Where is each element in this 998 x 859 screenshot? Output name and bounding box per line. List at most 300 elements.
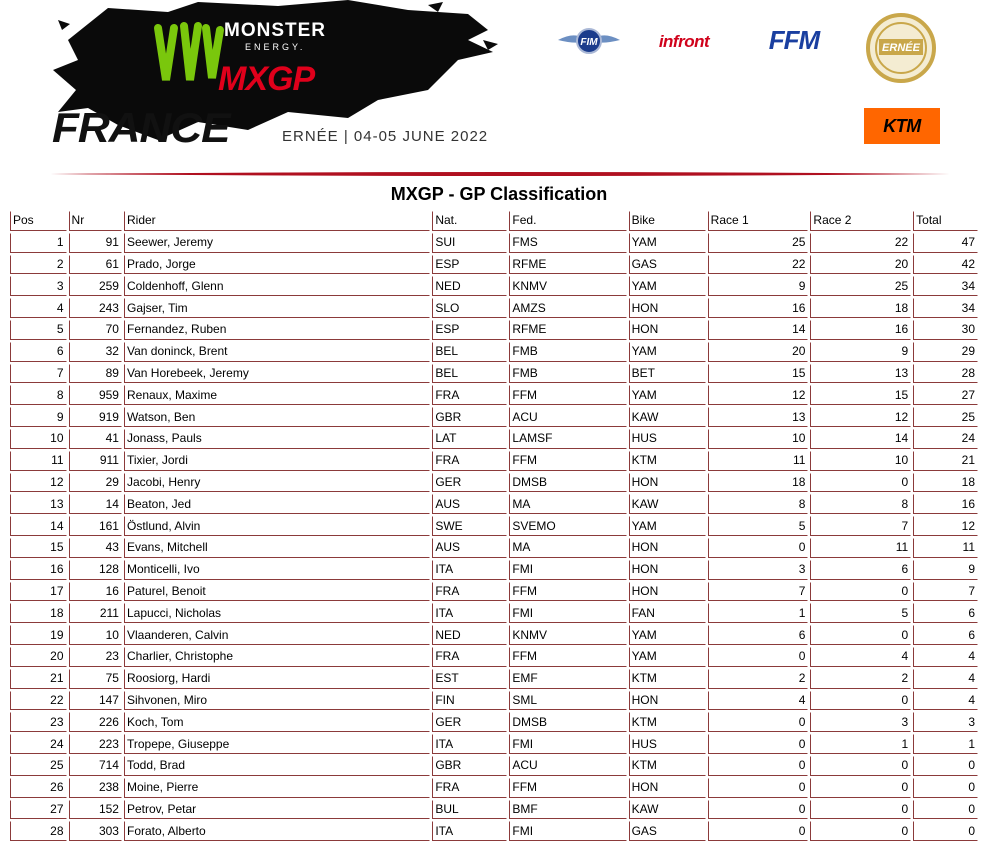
header-fed: Fed. bbox=[509, 211, 626, 231]
cell-pos: 19 bbox=[10, 625, 67, 645]
cell-rider: Van doninck, Brent bbox=[124, 342, 430, 362]
cell-fed: MA bbox=[509, 538, 626, 558]
cell-total: 18 bbox=[913, 473, 978, 493]
cell-nat: BEL bbox=[432, 342, 507, 362]
cell-pos: 28 bbox=[10, 821, 67, 841]
cell-race2: 18 bbox=[810, 298, 911, 318]
cell-pos: 18 bbox=[10, 603, 67, 623]
cell-nr: 29 bbox=[69, 473, 122, 493]
cell-race1: 0 bbox=[708, 734, 809, 754]
cell-total: 9 bbox=[913, 560, 978, 580]
cell-nat: ESP bbox=[432, 320, 507, 340]
cell-total: 16 bbox=[913, 494, 978, 514]
cell-total: 28 bbox=[913, 364, 978, 384]
cell-pos: 16 bbox=[10, 560, 67, 580]
header-bike: Bike bbox=[629, 211, 706, 231]
cell-rider: Coldenhoff, Glenn bbox=[124, 276, 430, 296]
event-header bbox=[0, 0, 998, 180]
cell-bike: GAS bbox=[629, 821, 706, 841]
cell-fed: FMI bbox=[509, 560, 626, 580]
cell-race2: 25 bbox=[810, 276, 911, 296]
cell-pos: 14 bbox=[10, 516, 67, 536]
cell-nr: 14 bbox=[69, 494, 122, 514]
cell-rider: Van Horebeek, Jeremy bbox=[124, 364, 430, 384]
cell-bike: HON bbox=[629, 691, 706, 711]
monster-wordmark: MONSTER bbox=[224, 20, 326, 41]
cell-fed: KNMV bbox=[509, 625, 626, 645]
header-pos: Pos bbox=[10, 211, 67, 231]
cell-nat: GBR bbox=[432, 756, 507, 776]
cell-fed: FFM bbox=[509, 778, 626, 798]
cell-total: 0 bbox=[913, 800, 978, 820]
cell-fed: DMSB bbox=[509, 473, 626, 493]
cell-race2: 20 bbox=[810, 255, 911, 275]
table-row bbox=[10, 385, 978, 405]
cell-race1: 6 bbox=[708, 625, 809, 645]
cell-bike: YAM bbox=[629, 233, 706, 253]
energy-wordmark: ENERGY. bbox=[245, 42, 306, 52]
table-row bbox=[10, 320, 978, 340]
cell-race1: 0 bbox=[708, 538, 809, 558]
table-row bbox=[10, 494, 978, 514]
cell-rider: Lapucci, Nicholas bbox=[124, 603, 430, 623]
cell-pos: 22 bbox=[10, 691, 67, 711]
cell-fed: DMSB bbox=[509, 712, 626, 732]
cell-total: 25 bbox=[913, 407, 978, 427]
cell-nat: ITA bbox=[432, 821, 507, 841]
table-row bbox=[10, 734, 978, 754]
cell-race1: 11 bbox=[708, 451, 809, 471]
cell-nat: GER bbox=[432, 473, 507, 493]
cell-nat: NED bbox=[432, 625, 507, 645]
cell-race2: 11 bbox=[810, 538, 911, 558]
cell-race1: 18 bbox=[708, 473, 809, 493]
table-row bbox=[10, 342, 978, 362]
cell-bike: KTM bbox=[629, 756, 706, 776]
cell-rider: Vlaanderen, Calvin bbox=[124, 625, 430, 645]
table-row bbox=[10, 756, 978, 776]
cell-fed: LAMSF bbox=[509, 429, 626, 449]
cell-nr: 61 bbox=[69, 255, 122, 275]
header-nat: Nat. bbox=[432, 211, 507, 231]
ffm-logo: FFM bbox=[768, 24, 820, 55]
cell-bike: KAW bbox=[629, 407, 706, 427]
classification-rows bbox=[10, 233, 978, 841]
cell-nr: 43 bbox=[69, 538, 122, 558]
cell-fed: SVEMO bbox=[509, 516, 626, 536]
cell-bike: HON bbox=[629, 473, 706, 493]
cell-pos: 3 bbox=[10, 276, 67, 296]
cell-rider: Moine, Pierre bbox=[124, 778, 430, 798]
table-row bbox=[10, 821, 978, 841]
table-row bbox=[10, 516, 978, 536]
cell-nr: 211 bbox=[69, 603, 122, 623]
cell-nr: 238 bbox=[69, 778, 122, 798]
cell-bike: YAM bbox=[629, 276, 706, 296]
cell-race2: 12 bbox=[810, 407, 911, 427]
cell-pos: 24 bbox=[10, 734, 67, 754]
cell-race1: 2 bbox=[708, 669, 809, 689]
event-date-location: ERNÉE | 04-05 JUNE 2022 bbox=[282, 128, 489, 145]
cell-race2: 0 bbox=[810, 625, 911, 645]
cell-race2: 16 bbox=[810, 320, 911, 340]
cell-nr: 10 bbox=[69, 625, 122, 645]
cell-bike: BET bbox=[629, 364, 706, 384]
cell-total: 47 bbox=[913, 233, 978, 253]
cell-total: 24 bbox=[913, 429, 978, 449]
cell-total: 34 bbox=[913, 276, 978, 296]
cell-race1: 4 bbox=[708, 691, 809, 711]
cell-pos: 23 bbox=[10, 712, 67, 732]
cell-rider: Tropepe, Giuseppe bbox=[124, 734, 430, 754]
cell-race2: 8 bbox=[810, 494, 911, 514]
cell-total: 42 bbox=[913, 255, 978, 275]
cell-race2: 4 bbox=[810, 647, 911, 667]
cell-fed: MA bbox=[509, 494, 626, 514]
cell-nr: 23 bbox=[69, 647, 122, 667]
cell-race1: 0 bbox=[708, 712, 809, 732]
cell-bike: YAM bbox=[629, 385, 706, 405]
cell-race2: 9 bbox=[810, 342, 911, 362]
cell-nat: ESP bbox=[432, 255, 507, 275]
table-row bbox=[10, 647, 978, 667]
table-row bbox=[10, 233, 978, 253]
cell-total: 4 bbox=[913, 669, 978, 689]
cell-rider: Evans, Mitchell bbox=[124, 538, 430, 558]
cell-fed: FMI bbox=[509, 821, 626, 841]
cell-nr: 303 bbox=[69, 821, 122, 841]
cell-race1: 1 bbox=[708, 603, 809, 623]
cell-nat: AUS bbox=[432, 538, 507, 558]
cell-nat: FRA bbox=[432, 647, 507, 667]
cell-bike: HON bbox=[629, 320, 706, 340]
cell-fed: RFME bbox=[509, 255, 626, 275]
cell-fed: FMI bbox=[509, 603, 626, 623]
cell-nr: 243 bbox=[69, 298, 122, 318]
classification-table bbox=[8, 209, 980, 843]
cell-bike: HUS bbox=[629, 734, 706, 754]
cell-race2: 0 bbox=[810, 821, 911, 841]
cell-rider: Koch, Tom bbox=[124, 712, 430, 732]
cell-fed: BMF bbox=[509, 800, 626, 820]
header-rider: Rider bbox=[124, 211, 430, 231]
cell-fed: RFME bbox=[509, 320, 626, 340]
cell-pos: 11 bbox=[10, 451, 67, 471]
cell-pos: 25 bbox=[10, 756, 67, 776]
cell-race1: 12 bbox=[708, 385, 809, 405]
cell-race2: 1 bbox=[810, 734, 911, 754]
cell-race1: 25 bbox=[708, 233, 809, 253]
cell-nat: NED bbox=[432, 276, 507, 296]
table-row bbox=[10, 364, 978, 384]
cell-race1: 0 bbox=[708, 647, 809, 667]
cell-rider: Tixier, Jordi bbox=[124, 451, 430, 471]
cell-pos: 15 bbox=[10, 538, 67, 558]
cell-total: 6 bbox=[913, 603, 978, 623]
mxgp-logo bbox=[218, 60, 314, 99]
cell-nr: 152 bbox=[69, 800, 122, 820]
ernee-logo-text: ERNÉE bbox=[882, 42, 920, 54]
cell-rider: Paturel, Benoit bbox=[124, 582, 430, 602]
cell-rider: Renaux, Maxime bbox=[124, 385, 430, 405]
cell-fed: AMZS bbox=[509, 298, 626, 318]
mxgp-logo-gp: GP bbox=[267, 60, 315, 98]
cell-race1: 9 bbox=[708, 276, 809, 296]
cell-fed: FMB bbox=[509, 364, 626, 384]
cell-race2: 0 bbox=[810, 691, 911, 711]
fim-logo-text: FIM bbox=[580, 37, 598, 48]
cell-race1: 8 bbox=[708, 494, 809, 514]
cell-nat: SUI bbox=[432, 233, 507, 253]
country-title: FRANCE bbox=[52, 104, 230, 151]
cell-pos: 20 bbox=[10, 647, 67, 667]
header-total: Total bbox=[913, 211, 978, 231]
cell-nat: AUS bbox=[432, 494, 507, 514]
cell-race2: 2 bbox=[810, 669, 911, 689]
cell-total: 12 bbox=[913, 516, 978, 536]
cell-fed: FFM bbox=[509, 647, 626, 667]
cell-race1: 7 bbox=[708, 582, 809, 602]
cell-race1: 0 bbox=[708, 800, 809, 820]
cell-bike: YAM bbox=[629, 625, 706, 645]
page-title: MXGP - GP Classification bbox=[390, 184, 608, 204]
cell-nr: 75 bbox=[69, 669, 122, 689]
table-row bbox=[10, 603, 978, 623]
table-row bbox=[10, 407, 978, 427]
cell-race1: 14 bbox=[708, 320, 809, 340]
table-row bbox=[10, 712, 978, 732]
cell-total: 4 bbox=[913, 691, 978, 711]
cell-rider: Fernandez, Ruben bbox=[124, 320, 430, 340]
cell-nat: SLO bbox=[432, 298, 507, 318]
cell-fed: FMI bbox=[509, 734, 626, 754]
cell-bike: HON bbox=[629, 582, 706, 602]
cell-race1: 16 bbox=[708, 298, 809, 318]
cell-total: 29 bbox=[913, 342, 978, 362]
cell-race2: 13 bbox=[810, 364, 911, 384]
cell-race2: 0 bbox=[810, 800, 911, 820]
cell-nr: 161 bbox=[69, 516, 122, 536]
cell-fed: FFM bbox=[509, 385, 626, 405]
header-race1: Race 1 bbox=[708, 211, 809, 231]
table-row bbox=[10, 276, 978, 296]
cell-race2: 0 bbox=[810, 473, 911, 493]
cell-nr: 16 bbox=[69, 582, 122, 602]
table-row bbox=[10, 255, 978, 275]
cell-rider: Jacobi, Henry bbox=[124, 473, 430, 493]
cell-bike: HON bbox=[629, 538, 706, 558]
cell-race1: 0 bbox=[708, 821, 809, 841]
cell-pos: 27 bbox=[10, 800, 67, 820]
cell-nat: ITA bbox=[432, 603, 507, 623]
cell-nr: 89 bbox=[69, 364, 122, 384]
cell-nat: BUL bbox=[432, 800, 507, 820]
cell-total: 21 bbox=[913, 451, 978, 471]
cell-fed: KNMV bbox=[509, 276, 626, 296]
cell-pos: 17 bbox=[10, 582, 67, 602]
cell-total: 27 bbox=[913, 385, 978, 405]
cell-pos: 10 bbox=[10, 429, 67, 449]
table-row bbox=[10, 560, 978, 580]
table-row bbox=[10, 691, 978, 711]
cell-race2: 6 bbox=[810, 560, 911, 580]
table-row bbox=[10, 429, 978, 449]
cell-nr: 32 bbox=[69, 342, 122, 362]
cell-pos: 7 bbox=[10, 364, 67, 384]
cell-nat: FRA bbox=[432, 778, 507, 798]
cell-rider: Watson, Ben bbox=[124, 407, 430, 427]
cell-pos: 1 bbox=[10, 233, 67, 253]
cell-rider: Sihvonen, Miro bbox=[124, 691, 430, 711]
cell-race1: 15 bbox=[708, 364, 809, 384]
cell-rider: Todd, Brad bbox=[124, 756, 430, 776]
cell-nr: 70 bbox=[69, 320, 122, 340]
cell-nat: FRA bbox=[432, 451, 507, 471]
cell-race2: 10 bbox=[810, 451, 911, 471]
cell-bike: YAM bbox=[629, 516, 706, 536]
cell-total: 30 bbox=[913, 320, 978, 340]
cell-pos: 26 bbox=[10, 778, 67, 798]
cell-race2: 22 bbox=[810, 233, 911, 253]
cell-nat: FRA bbox=[432, 385, 507, 405]
table-row bbox=[10, 778, 978, 798]
cell-bike: YAM bbox=[629, 647, 706, 667]
cell-race2: 0 bbox=[810, 582, 911, 602]
ernee-circuit-logo bbox=[865, 12, 937, 84]
cell-nr: 147 bbox=[69, 691, 122, 711]
cell-nr: 959 bbox=[69, 385, 122, 405]
cell-fed: ACU bbox=[509, 756, 626, 776]
table-row bbox=[10, 582, 978, 602]
cell-rider: Prado, Jorge bbox=[124, 255, 430, 275]
table-row bbox=[10, 669, 978, 689]
cell-fed: FFM bbox=[509, 582, 626, 602]
cell-nr: 714 bbox=[69, 756, 122, 776]
cell-rider: Forato, Alberto bbox=[124, 821, 430, 841]
cell-bike: KTM bbox=[629, 451, 706, 471]
header-divider bbox=[50, 171, 950, 177]
cell-nr: 128 bbox=[69, 560, 122, 580]
cell-pos: 6 bbox=[10, 342, 67, 362]
cell-nr: 226 bbox=[69, 712, 122, 732]
cell-total: 34 bbox=[913, 298, 978, 318]
cell-race1: 13 bbox=[708, 407, 809, 427]
cell-nat: ITA bbox=[432, 560, 507, 580]
cell-bike: YAM bbox=[629, 342, 706, 362]
cell-fed: ACU bbox=[509, 407, 626, 427]
cell-bike: GAS bbox=[629, 255, 706, 275]
cell-race1: 0 bbox=[708, 756, 809, 776]
cell-total: 0 bbox=[913, 778, 978, 798]
cell-race1: 0 bbox=[708, 778, 809, 798]
cell-rider: Charlier, Christophe bbox=[124, 647, 430, 667]
table-header-row bbox=[10, 211, 978, 231]
ktm-logo: KTM bbox=[864, 108, 940, 144]
cell-pos: 8 bbox=[10, 385, 67, 405]
cell-race1: 20 bbox=[708, 342, 809, 362]
table-row bbox=[10, 298, 978, 318]
cell-nr: 223 bbox=[69, 734, 122, 754]
cell-nat: BEL bbox=[432, 364, 507, 384]
cell-race1: 10 bbox=[708, 429, 809, 449]
cell-rider: Beaton, Jed bbox=[124, 494, 430, 514]
cell-nr: 919 bbox=[69, 407, 122, 427]
cell-bike: KAW bbox=[629, 800, 706, 820]
cell-nat: GBR bbox=[432, 407, 507, 427]
table-row bbox=[10, 538, 978, 558]
cell-race2: 0 bbox=[810, 778, 911, 798]
cell-race2: 14 bbox=[810, 429, 911, 449]
cell-total: 4 bbox=[913, 647, 978, 667]
cell-nat: ITA bbox=[432, 734, 507, 754]
cell-bike: KTM bbox=[629, 712, 706, 732]
cell-rider: Jonass, Pauls bbox=[124, 429, 430, 449]
table-row bbox=[10, 625, 978, 645]
cell-nat: FIN bbox=[432, 691, 507, 711]
cell-race2: 5 bbox=[810, 603, 911, 623]
cell-rider: Petrov, Petar bbox=[124, 800, 430, 820]
cell-rider: Seewer, Jeremy bbox=[124, 233, 430, 253]
cell-nat: SWE bbox=[432, 516, 507, 536]
cell-nat: EST bbox=[432, 669, 507, 689]
table-row bbox=[10, 800, 978, 820]
cell-bike: KAW bbox=[629, 494, 706, 514]
cell-race2: 15 bbox=[810, 385, 911, 405]
cell-total: 0 bbox=[913, 821, 978, 841]
cell-pos: 12 bbox=[10, 473, 67, 493]
cell-rider: Roosiorg, Hardi bbox=[124, 669, 430, 689]
cell-nr: 41 bbox=[69, 429, 122, 449]
cell-pos: 2 bbox=[10, 255, 67, 275]
table-row bbox=[10, 473, 978, 493]
cell-nat: GER bbox=[432, 712, 507, 732]
cell-pos: 5 bbox=[10, 320, 67, 340]
cell-race1: 3 bbox=[708, 560, 809, 580]
cell-bike: FAN bbox=[629, 603, 706, 623]
cell-race2: 0 bbox=[810, 756, 911, 776]
cell-nat: LAT bbox=[432, 429, 507, 449]
cell-total: 0 bbox=[913, 756, 978, 776]
infront-logo: infront bbox=[658, 32, 710, 51]
cell-rider: Monticelli, Ivo bbox=[124, 560, 430, 580]
mxgp-logo-mx: MX bbox=[218, 60, 267, 98]
fim-logo bbox=[556, 26, 622, 58]
cell-nr: 259 bbox=[69, 276, 122, 296]
table-row bbox=[10, 451, 978, 471]
cell-total: 11 bbox=[913, 538, 978, 558]
cell-total: 1 bbox=[913, 734, 978, 754]
cell-race2: 7 bbox=[810, 516, 911, 536]
cell-race2: 3 bbox=[810, 712, 911, 732]
cell-bike: HON bbox=[629, 778, 706, 798]
cell-pos: 4 bbox=[10, 298, 67, 318]
cell-total: 7 bbox=[913, 582, 978, 602]
cell-total: 3 bbox=[913, 712, 978, 732]
cell-rider: Gajser, Tim bbox=[124, 298, 430, 318]
cell-race1: 22 bbox=[708, 255, 809, 275]
cell-bike: HUS bbox=[629, 429, 706, 449]
cell-fed: FMS bbox=[509, 233, 626, 253]
cell-fed: SML bbox=[509, 691, 626, 711]
cell-nr: 911 bbox=[69, 451, 122, 471]
cell-rider: Östlund, Alvin bbox=[124, 516, 430, 536]
cell-bike: HON bbox=[629, 298, 706, 318]
cell-bike: HON bbox=[629, 560, 706, 580]
header-race2: Race 2 bbox=[810, 211, 911, 231]
cell-pos: 13 bbox=[10, 494, 67, 514]
cell-bike: KTM bbox=[629, 669, 706, 689]
cell-fed: FFM bbox=[509, 451, 626, 471]
